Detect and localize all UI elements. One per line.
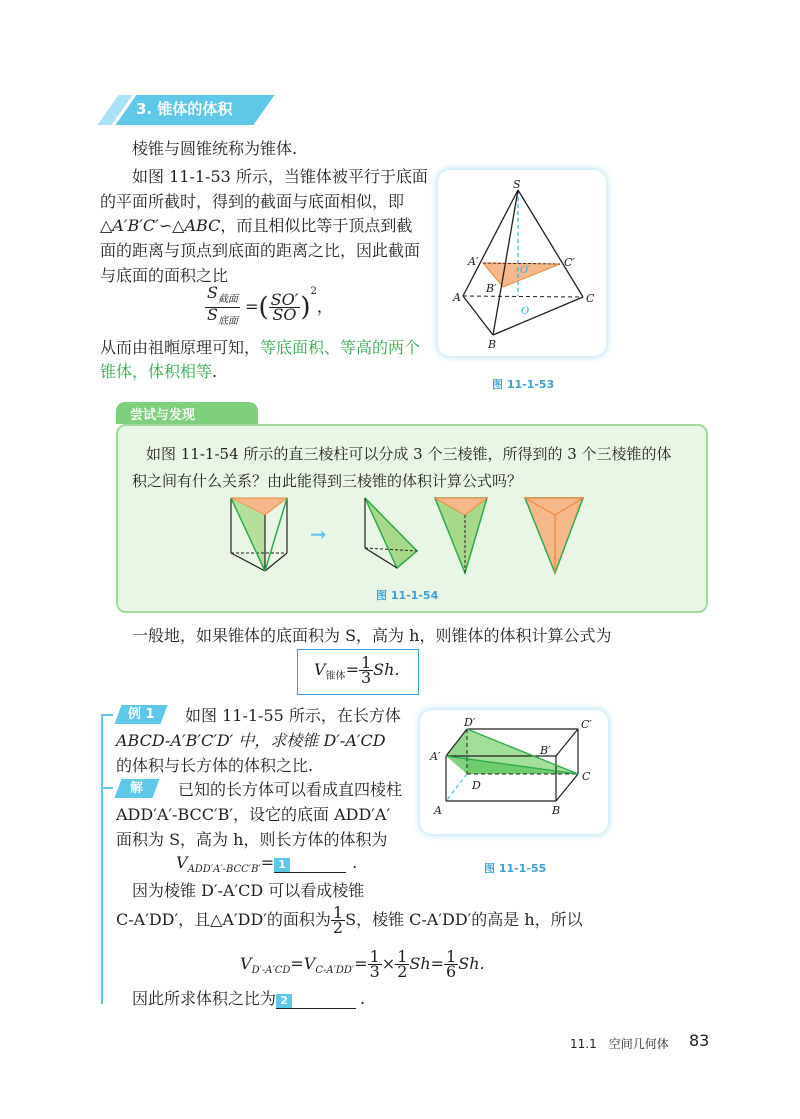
- label-O: O: [521, 306, 530, 317]
- label-D: D: [472, 779, 481, 792]
- figure-11-1-55-caption: 图 11-1-55: [484, 862, 547, 875]
- label-C-prime: C′: [581, 718, 592, 731]
- blank-2[interactable]: [276, 989, 356, 1009]
- intro-line-5: 面的距离与顶点到底面的距离之比，因此截面: [100, 241, 421, 260]
- tetra-piece-1: [365, 498, 417, 568]
- half-den: 2: [332, 918, 344, 937]
- vol-tail: .: [352, 853, 358, 872]
- solution-line-2: ADD′A′-BCC′B′，设它的底面 ADD′A′: [116, 805, 391, 824]
- eq-fraction-2: [395, 947, 409, 981]
- vol-v: V: [176, 853, 188, 872]
- eq-mid: =V: [290, 954, 316, 973]
- example-left-rule: [101, 714, 103, 1004]
- label-C: C: [586, 292, 595, 305]
- eq-fraction-1: [368, 947, 382, 981]
- solution-line-1: 已知的长方体可以看成直四棱柱: [178, 780, 403, 799]
- eq-f3-den: 6: [446, 962, 457, 981]
- eq-fraction-3: [444, 947, 458, 981]
- solution-line-4: 因为棱锥 D′-A′CD 可以看成棱锥: [132, 881, 365, 900]
- intro-line-2: 如图 11-1-53 所示，当锥体被平行于底面: [132, 167, 428, 186]
- label-A-prime: A′: [468, 255, 479, 268]
- try-line-1: 如图 11-1-54 所示的直三棱柱可以分成 3 个三棱锥，所得到的 3 个三棱锥的体: [146, 445, 672, 463]
- ratio-tail: ，: [316, 297, 333, 317]
- ratio-lhs: [205, 283, 240, 329]
- solution-tag: [115, 779, 160, 798]
- solution-line-5b: S，棱锥 C-A′DD′的高是 h，所以: [345, 910, 583, 929]
- solution-line-6: [132, 986, 365, 1009]
- label-D-prime: D′: [464, 716, 476, 729]
- label-B-prime: B′: [540, 744, 551, 757]
- eq-f2-num: 1: [397, 947, 408, 966]
- eq-eq1: =: [354, 954, 368, 973]
- try-tab: [116, 402, 258, 424]
- prism-decomposition-diagram: [225, 493, 605, 578]
- label-B: B: [552, 804, 561, 817]
- pyramid-diagram: [438, 170, 606, 356]
- example-rule-tick-1: [101, 714, 113, 716]
- label-C: C: [582, 770, 591, 783]
- figure-11-1-53: [438, 170, 606, 356]
- intro-line-7b: 等底面积、等高的两个: [260, 338, 421, 357]
- solution-line-3: 面积为 S，高为 h，则长方体的体积为: [116, 830, 388, 849]
- eq-f3-num: 1: [446, 947, 457, 966]
- ratio-eq: =: [245, 297, 259, 317]
- eq-f1-den: 3: [369, 962, 380, 981]
- tetra-piece-2: [435, 498, 487, 573]
- similar-triangles: △A′B′C′∽△ABC: [100, 216, 221, 235]
- formula-v: V: [314, 660, 326, 679]
- label-A: A: [453, 291, 461, 304]
- intro-line-8: [100, 357, 217, 386]
- example-rule-tick-2: [101, 787, 113, 789]
- general-line: 一般地，如果锥体的底面积为 S，高为 h，则锥体的体积计算公式为: [132, 626, 612, 645]
- formula-tail: Sh.: [373, 660, 400, 679]
- label-B-prime: B′: [486, 282, 497, 295]
- example-tag: [115, 705, 168, 724]
- eq-sub1: D′-A′CD: [251, 965, 291, 977]
- lhs-num: S: [207, 283, 218, 302]
- solution-line-6-tail: .: [360, 989, 366, 1008]
- eq-times: ×: [381, 954, 396, 973]
- area-ratio-formula: $\frac{S_{截面}}{S_{底面}}$ =( $\frac{SO'}{SO}$ )$^2$，: [207, 283, 333, 328]
- intro-line-7a: 从而由祖暅原理可知，: [100, 338, 261, 357]
- vol-sub: ADD′A′-BCC′B′: [187, 864, 261, 876]
- eq-v1: V: [240, 954, 252, 973]
- example-line-1: 如图 11-1-55 所示，在长方体: [185, 706, 401, 725]
- eq-f2-den: 2: [397, 962, 408, 981]
- cone-volume-formula: [314, 653, 400, 687]
- label-S: S: [513, 178, 521, 191]
- tetra-piece-3: [525, 498, 583, 573]
- prism: [231, 498, 287, 571]
- solution-line-5a: C-A′DD′，且△A′DD′的面积为: [116, 910, 331, 929]
- section-title: 3. 锥体的体积: [136, 100, 233, 118]
- cuboid-diagram: [420, 710, 608, 834]
- section-header: [100, 95, 265, 125]
- rhs-num: SO′: [270, 290, 299, 310]
- intro-line-8b: 锥体，体积相等: [100, 362, 213, 381]
- eq-sub2: C-A′DD′: [315, 965, 355, 977]
- box-volume-line: [176, 853, 357, 875]
- rhs-den: SO: [272, 305, 297, 325]
- figure-11-1-53-caption: 图 11-1-53: [492, 378, 555, 391]
- label-A: A: [434, 804, 442, 817]
- volume-equation: [240, 947, 485, 981]
- solution-line-6-text: 因此所求体积之比为: [132, 989, 277, 1008]
- arrow-icon: ➞: [310, 522, 327, 546]
- blank-1[interactable]: [274, 853, 346, 873]
- formula-v-sub: 锥体: [325, 671, 346, 683]
- formula-eq: =: [345, 660, 359, 679]
- intro-line-1: 棱锥与圆锥统称为锥体.: [132, 139, 298, 158]
- figure-11-1-55: [420, 710, 608, 834]
- formula-num: 1: [360, 653, 372, 672]
- lhs-den: S: [207, 305, 218, 325]
- formula-den: 3: [360, 668, 372, 687]
- footer-section: 11.1 空间几何体: [570, 1037, 669, 1051]
- page-number: 83: [689, 1031, 710, 1050]
- blank-1-number: 1: [274, 858, 290, 872]
- intro-line-3: 的平面所截时，得到的截面与底面相似，即: [100, 192, 405, 211]
- intro-line-6: 与底面的面积之比: [100, 266, 229, 285]
- example-tag-label: 例 1: [127, 707, 155, 722]
- try-title: 尝试与发现: [130, 408, 196, 423]
- ratio-rhs: [269, 290, 301, 325]
- solution-line-5: [116, 903, 583, 937]
- lhs-num-sub: 截面: [217, 294, 238, 306]
- eq-f1-num: 1: [369, 947, 380, 966]
- half-num: 1: [332, 903, 344, 922]
- label-B: B: [488, 338, 497, 351]
- lhs-den-sub: 底面: [217, 316, 238, 328]
- solution-tag-label: 解: [130, 781, 144, 796]
- label-O-prime: O′: [520, 265, 531, 276]
- example-line-2: ABCD-A′B′C′D′ 中，求棱锥 D′-A′CD: [116, 731, 386, 750]
- figure-11-1-54-caption: 图 11-1-54: [376, 589, 439, 602]
- eq-sh2: Sh.: [458, 954, 485, 973]
- ratio-exponent: 2: [310, 286, 317, 298]
- formula-fraction: [359, 653, 373, 687]
- half-fraction: [331, 903, 345, 937]
- vol-eq: =: [260, 853, 275, 872]
- label-C-prime: C′: [564, 256, 575, 269]
- example-line-3: 的体积与长方体的体积之比.: [116, 756, 314, 775]
- try-line-2: 积之间有什么关系？由此能得到三棱锥的体积计算公式吗？: [132, 472, 523, 490]
- blank-2-number: 2: [276, 994, 292, 1008]
- eq-sh1: Sh=: [409, 954, 445, 973]
- label-A-prime: A′: [430, 750, 441, 763]
- intro-line-4-rest: ，而且相似比等于顶点到截: [220, 216, 413, 235]
- intro-line-8c: .: [212, 362, 218, 381]
